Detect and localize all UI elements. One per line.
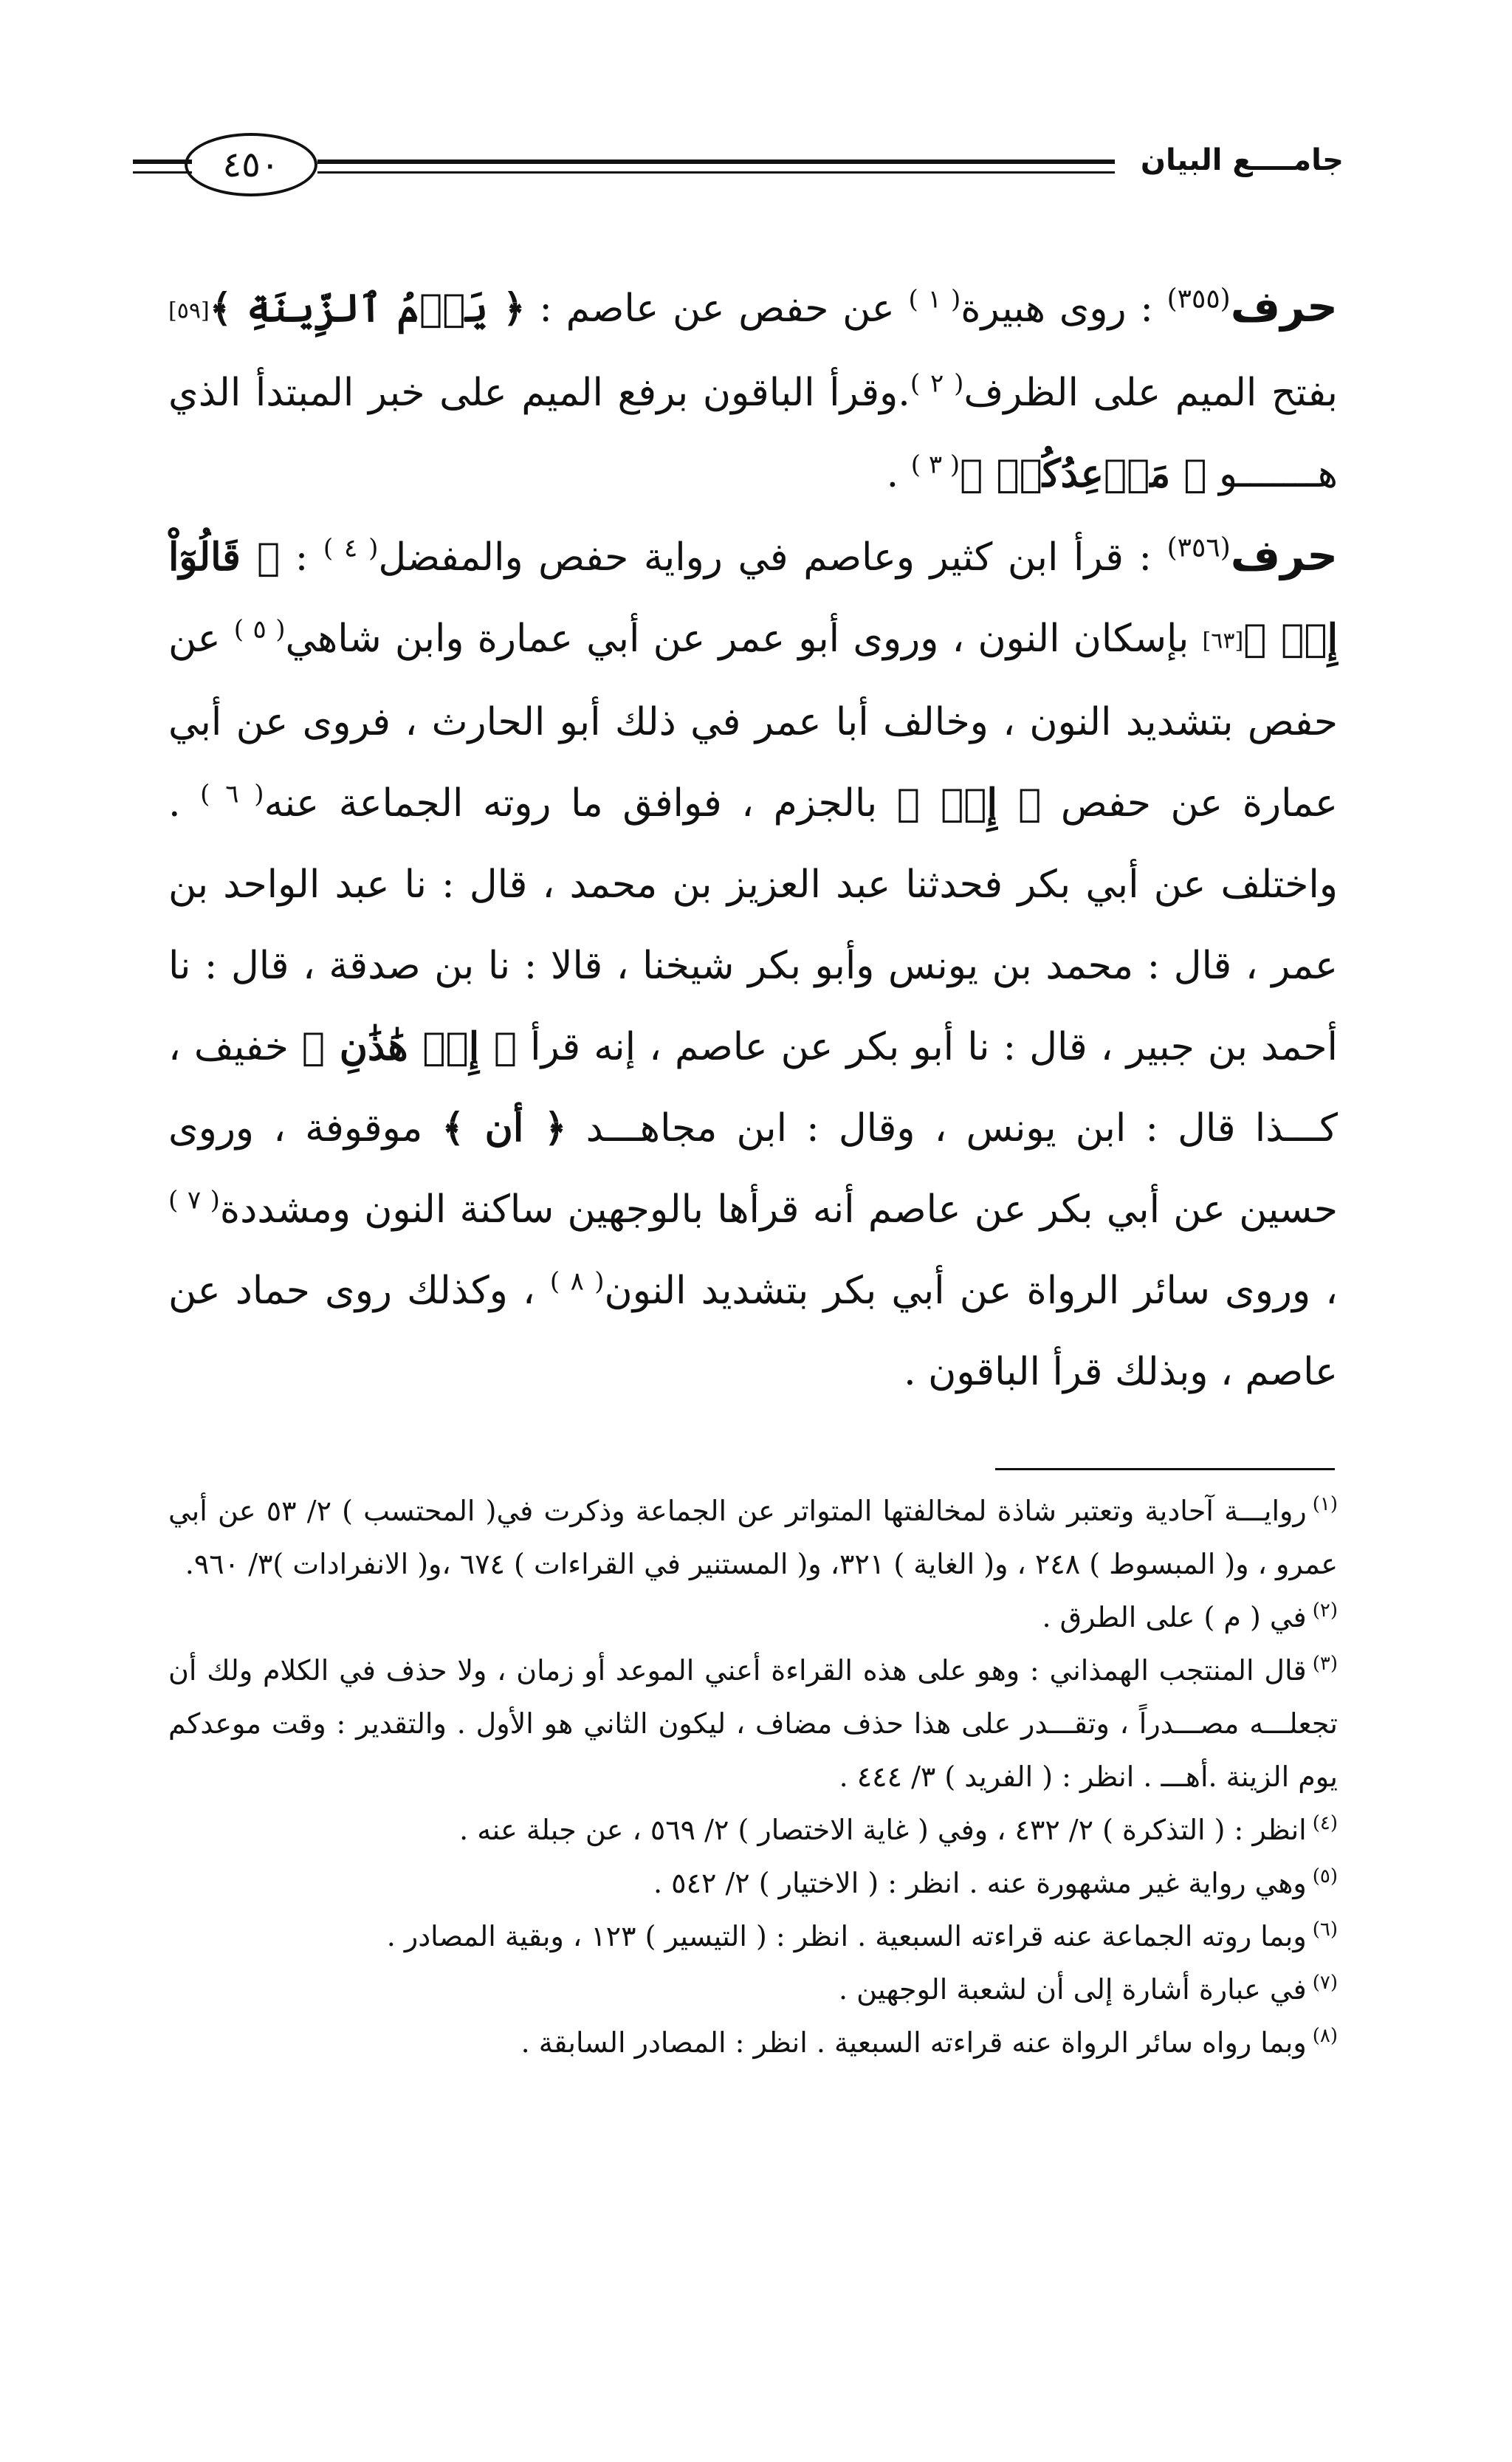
footnote-number: (٣) xyxy=(1312,1653,1338,1676)
entry-text: : روى هبيرة xyxy=(961,287,1167,331)
footnote-number: (٨) xyxy=(1312,2025,1338,2048)
quran-quote: ﴿ مَوۡعِدُكُمۡ ﴾ xyxy=(960,450,1207,496)
entry-text: عن حفص عن عاصم : xyxy=(525,287,909,331)
footnotes xyxy=(168,1484,1338,2069)
footnote-number: (٧) xyxy=(1312,1972,1338,1995)
entry-text: ، وكذلك روى حماد عن عاصم ، وبذلك قرأ الباقون . xyxy=(168,1269,1338,1394)
footnote-separator xyxy=(995,1468,1335,1470)
entry-356 xyxy=(168,515,1338,1413)
entry-text: بإسكان النون ، وروى أبو عمر عن أبي عمارة وابن شاهي xyxy=(285,616,1203,661)
verse-ref: [٥٩] xyxy=(168,298,210,324)
footnote-ref: ( ٦ ) xyxy=(200,779,264,809)
footnote-ref: ( ٧ ) xyxy=(168,1185,220,1215)
entry-number: (٣٥٦) xyxy=(1166,532,1231,563)
header-rule-left-thick xyxy=(133,160,192,164)
entry-number: (٣٥٥) xyxy=(1166,284,1231,315)
entry-text: . واختلف عن أبي بكر فحدثنا عبد العزيز بن محمد ، قال : نا عبد الواحد بن عمر ، قال : محمد بن يونس وأبو بكر شيخنا ، قالا : نا بن صدقة ، قال : نا أحمد بن جبير ، قال : نا أبو بكر عن عاصم ، إنه قرأ xyxy=(168,781,1338,1069)
footnote-ref: ( ٣ ) xyxy=(910,450,961,480)
footnote-text: وهي رواية غير مشهورة عنه . انظر : ( الاختيار ) ٢/ ٥٤٢ . xyxy=(653,1867,1307,1899)
footnote-ref: ( ٨ ) xyxy=(549,1266,605,1297)
entry-text: . xyxy=(886,451,911,496)
footnote-text: قال المنتجب الهمذاني : وهو على هذه القراءة أعني الموعد أو زمان ، ولا حذف في الكلام ولك أن تجعلـــه مصـــدراً ، وتقـــدر على هذا حذف مضاف ، ليكون الثاني هو الأول . والتقدير : وقت موعدكم يوم الزينة .أهـــ . انظر : ( الفريد ) ٣/ ٤٤٤ . xyxy=(168,1654,1338,1793)
footnote-text: وبما رواه سائر الرواة عنه قراءته السبعية . انظر : المصادر السابقة . xyxy=(520,2026,1307,2059)
footnote-text: روايـــة آحادية وتعتبر شاذة لمخالفتها المتواتر عن الجماعة وذكرت في( المحتسب ) ٢/ ٥٣ عن أبي عمرو ، و( المبسوط ) ٢٤٨ ، و( الغاية ) ٣٢١، و( المستنير في القراءات ) ٦٧٤ ،و( الانفرادات )٣/ ٩٦٠. xyxy=(168,1495,1338,1580)
page-number: ٤٥٠ xyxy=(222,144,280,185)
quran-quote: ﴿ يَوۡمُ ٱلزِّينَةِ ﴾ xyxy=(209,286,526,331)
footnote-7 xyxy=(168,1963,1338,2016)
header-rule-left-thin xyxy=(133,171,192,174)
entry-text: : قرأ ابن كثير وعاصم في رواية حفص والمفضل xyxy=(378,535,1167,580)
harf-label: حرف xyxy=(1230,529,1338,580)
main-text xyxy=(168,266,1338,1413)
footnote-ref: ( ٥ ) xyxy=(233,614,286,645)
footnote-4 xyxy=(168,1803,1338,1856)
quran-quote: ﴿ إِنۡ هَٰذَٰنِ ﴾ xyxy=(301,1024,518,1069)
footnote-2 xyxy=(168,1591,1338,1644)
footnote-text: في عبارة أشارة إلى أن لشعبة الوجهين . xyxy=(838,1973,1307,2006)
header-rule-thin xyxy=(317,171,1115,174)
running-title: جامــــع البيان xyxy=(1140,143,1344,177)
footnote-5 xyxy=(168,1856,1338,1910)
header-rule-thick xyxy=(317,160,1115,164)
footnote-ref: ( ٢ ) xyxy=(910,368,964,399)
entry-text: : xyxy=(280,535,323,580)
entry-text: خفيف ، كـــذا قال : ابن يونس ، وقال : ابن مجاهـــد xyxy=(168,1025,1338,1151)
entry-text: .وقرأ الباقون برفع الميم على خبر المبتدأ الذي هـــــــو xyxy=(168,370,1338,496)
page-number-frame xyxy=(185,133,317,196)
entry-text: عن حفص بتشديد النون ، وخالف أبا عمر في ذلك أبو الحارث ، فروى عن أبي عمارة عن حفص xyxy=(168,616,1339,826)
footnote-number: (٥) xyxy=(1312,1865,1338,1888)
entry-text: ، وروى سائر الرواة عن أبي بكر بتشديد النون xyxy=(604,1269,1338,1313)
footnote-ref: ( ١ ) xyxy=(908,284,961,315)
footnote-text: في ( م ) على الطرق . xyxy=(1042,1601,1307,1633)
entry-355 xyxy=(168,266,1338,515)
quran-quote: ﴿ قَالُوٓاْ إِنۡ ﴾ xyxy=(168,534,1339,661)
footnote-ref: ( ٤ ) xyxy=(323,533,379,563)
harf-label: حرف xyxy=(1230,281,1338,332)
footnote-text: وبما روته الجماعة عنه قراءته السبعية . انظر : ( التيسير ) ١٢٣ ، وبقية المصادر . xyxy=(386,1920,1307,1952)
footnote-number: (١) xyxy=(1312,1493,1338,1516)
footnote-8 xyxy=(168,2016,1338,2069)
entry-text: بالجزم ، فوافق ما روته الجماعة عنه xyxy=(264,781,897,826)
footnote-number: (٢) xyxy=(1312,1599,1338,1622)
quran-quote: ﴿ إِنۡ ﴾ xyxy=(896,781,1042,826)
footnote-number: (٤) xyxy=(1312,1812,1338,1835)
page-header xyxy=(133,133,1344,214)
verse-ref: [٦٣] xyxy=(1202,628,1244,654)
entry-text: موقوفة ، وروى حسين عن أبي بكر عن عاصم أنه قرأها بالوجهين ساكنة النون ومشددة xyxy=(168,1106,1339,1232)
footnote-1 xyxy=(168,1484,1338,1591)
footnote-text: انظر : ( التذكرة ) ٢/ ٤٣٢ ، وفي ( غاية الاختصار ) ٢/ ٥٦٩ ، عن جبلة عنه . xyxy=(459,1814,1307,1846)
footnote-3 xyxy=(168,1644,1338,1803)
footnote-number: (٦) xyxy=(1312,1918,1338,1941)
entry-text: بفتح الميم على الظرف xyxy=(963,370,1339,415)
footnote-6 xyxy=(168,1910,1338,1963)
quran-quote: ﴿ أن ﴾ xyxy=(441,1105,567,1151)
